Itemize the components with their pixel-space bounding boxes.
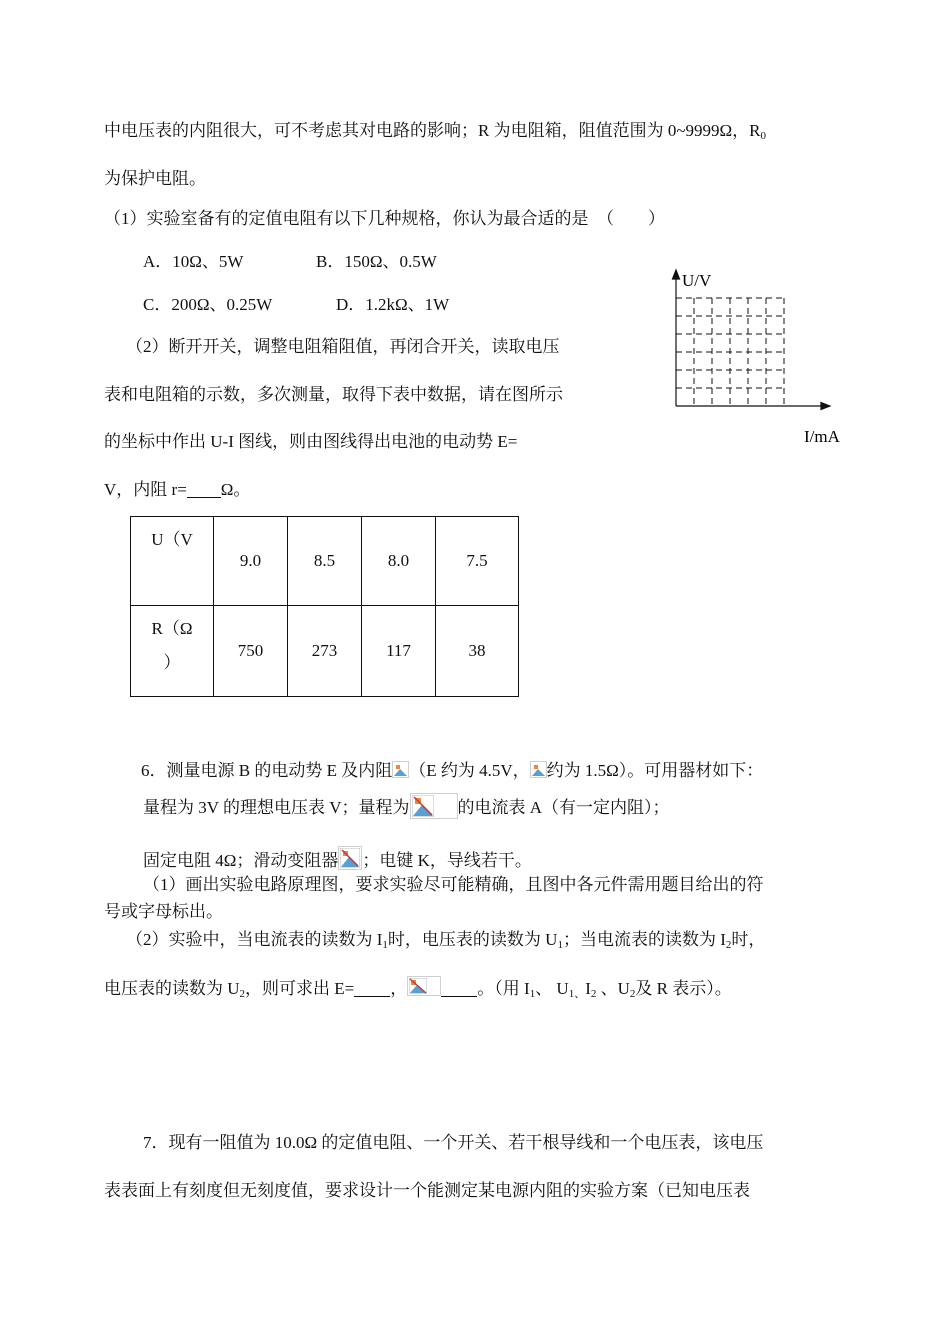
q1-option-c: C．200Ω、0.25W xyxy=(143,295,273,314)
q6-sub1-line-1: （1）画出实验电路原理图，要求实验尽可能精确，且图中各元件需用题目给出的符 xyxy=(143,875,764,894)
broken-image-icon xyxy=(410,793,458,819)
q6-sub2-line-1: （2）实验中，当电流表的读数为 $I_1$时，电压表的读数为 $U_1$；当电流表的读数为 $I_2$时， xyxy=(126,930,766,951)
table-row-u xyxy=(131,517,519,606)
q1-option-a: A．10Ω、5W xyxy=(143,252,244,271)
broken-image-icon xyxy=(407,976,441,996)
broken-image-icon xyxy=(530,761,547,778)
q1-text: （1）实验室备有的定值电阻有以下几种规格，你认为最合适的是 （ ） xyxy=(104,209,665,228)
r-answer-blank-2 xyxy=(441,978,477,997)
q2-line-1: （2）断开开关，调整电阻箱阻值，再闭合开关，读取电压 xyxy=(126,337,560,356)
r-header: R（Ω ） xyxy=(131,606,214,697)
table-cell: 7.5 xyxy=(436,517,519,606)
y-axis-label: U/V xyxy=(682,271,712,290)
u-header: U（V xyxy=(131,517,214,606)
q7-line-1: 7．现有一阻值为 10.0Ω 的定值电阻、一个开关、若干根导线和一个电压表，该电压 xyxy=(143,1133,764,1152)
q2-line-3: 的坐标中作出 U-I 图线，则由图线得出电池的电动势 E= xyxy=(104,432,518,451)
q6-line-2: 量程为 3V 的理想电压表 V；量程为 的电流表 A（有一定内阻）； xyxy=(143,793,670,819)
q6-line-1: 6．测量电源 B 的电动势 E 及内阻 （E 约为 4.5V， 约为 1.5Ω）。可用器材如下： xyxy=(141,761,764,780)
data-table xyxy=(130,516,519,697)
q6-line-3: 固定电阻 4Ω；滑动变阻器 ；电键 K，导线若干。 xyxy=(143,846,532,872)
broken-image-icon xyxy=(338,846,362,870)
table-cell: 8.0 xyxy=(362,517,436,606)
x-axis-label: I/mA xyxy=(804,427,840,446)
r-answer-blank xyxy=(187,479,221,498)
intro-line-1: 中电压表的内阻很大，可不考虑其对电路的影响；R 为电阻箱，阻值范围为 0~9999Ω，$R_0$ xyxy=(104,121,767,142)
table-row-r xyxy=(131,606,519,697)
e-answer-blank xyxy=(354,978,390,997)
intro-line-2: 为保护电阻。 xyxy=(104,169,206,188)
y-axis-arrow xyxy=(673,270,680,279)
q1-option-d: D．1.2kΩ、1W xyxy=(336,295,450,314)
table-cell: 117 xyxy=(362,606,436,697)
u-i-graph xyxy=(660,268,850,458)
q7-line-2: 表表面上有刻度但无刻度值，要求设计一个能测定某电源内阻的实验方案（已知电压表 xyxy=(104,1181,750,1200)
grid-lines xyxy=(676,298,784,406)
table-cell: 8.5 xyxy=(288,517,362,606)
x-axis-arrow xyxy=(821,403,830,410)
q1-option-b: B．150Ω、0.5W xyxy=(316,252,437,271)
q2-line-2: 表和电阻箱的示数，多次测量，取得下表中数据，请在图所示 xyxy=(104,385,563,404)
q2-line-4: V，内阻 r= Ω。 xyxy=(104,480,251,499)
table-cell: 750 xyxy=(214,606,288,697)
table-cell: 38 xyxy=(436,606,519,697)
broken-image-icon xyxy=(392,761,409,778)
q6-sub1-line-2: 号或字母标出。 xyxy=(104,902,223,921)
table-cell: 273 xyxy=(288,606,362,697)
q6-sub2-line-2: 电压表的读数为 $U_2$，则可求出 E= ， 。（用 $I_1$、 $U_{1、}I_2$ 、$U_2$及 R 表示）。 xyxy=(104,976,732,1000)
table-cell: 9.0 xyxy=(214,517,288,606)
